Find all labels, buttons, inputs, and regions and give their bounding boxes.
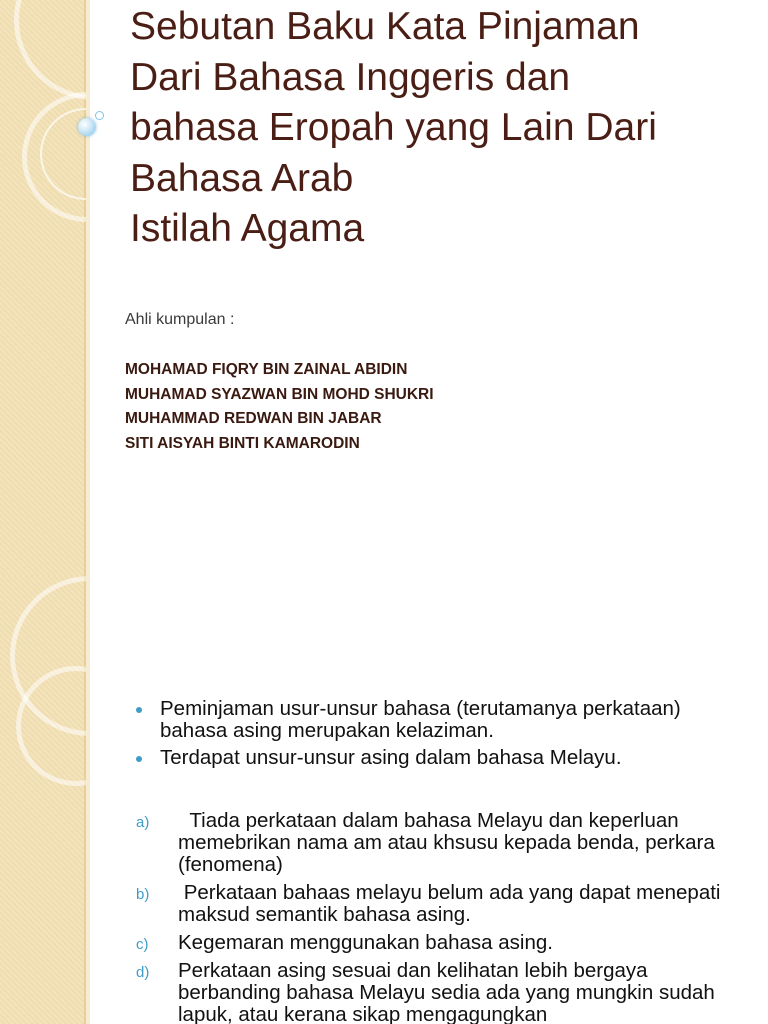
lettered-text: Kegemaran menggunakan bahasa asing. xyxy=(178,931,553,954)
bullet-dot-icon xyxy=(136,707,142,713)
slide-title xyxy=(130,2,750,255)
lettered-text: Tiada perkataan dalam bahasa Melayu dan keperluan memebrikan nama am atau khsusu kepada benda, perkara (fenomena) xyxy=(178,809,715,876)
bullet-text: Terdapat unsur-unsur asing dalam bahasa Melayu. xyxy=(160,746,622,769)
slide-2 xyxy=(0,576,768,1024)
members-label: Ahli kumpulan : xyxy=(125,311,235,328)
list-marker: b) xyxy=(136,886,150,903)
lettered-item xyxy=(136,810,751,876)
member-name: MOHAMAD FIQRY BIN ZAINAL ABIDIN xyxy=(125,361,408,378)
member-name: MUHAMAD SYAZWAN BIN MOHD SHUKRI xyxy=(125,385,434,403)
bullet-item xyxy=(136,698,736,742)
members-list xyxy=(125,358,434,456)
title-line: Bahasa Arab xyxy=(130,156,354,200)
bullet-item xyxy=(136,747,736,769)
decorative-ring-icon xyxy=(16,666,136,786)
decorative-sidebar xyxy=(0,576,86,1024)
lettered-item xyxy=(136,932,751,954)
title-line: Sebutan Baku Kata Pinjaman xyxy=(130,5,640,48)
decorative-bead-icon xyxy=(95,111,104,120)
list-marker: c) xyxy=(136,936,149,953)
lettered-text: Perkataan asing sesuai dan kelihatan lebih bergaya berbanding bahasa Melayu sedia ada yang mungkin sudah lapuk, atau kerana sikap mengagungkan xyxy=(178,959,715,1024)
list-marker: d) xyxy=(136,964,150,981)
bullet-list xyxy=(136,698,736,774)
bullet-text: Peminjaman usur-unsur bahasa (terutamanya perkataan) bahasa asing merupakan kelaziman. xyxy=(160,697,681,742)
decorative-bead-icon xyxy=(78,118,96,136)
bullet-dot-icon xyxy=(136,756,142,762)
title-line: Istilah Agama xyxy=(130,207,365,250)
list-marker: a) xyxy=(136,814,150,831)
lettered-list xyxy=(136,810,751,1024)
member-name: SITI AISYAH BINTI KAMARODIN xyxy=(125,434,360,452)
member-name: MUHAMMAD REDWAN BIN JABAR xyxy=(125,410,382,427)
title-line: Dari Bahasa Inggeris dan xyxy=(130,55,571,99)
decorative-sidebar xyxy=(0,0,86,576)
lettered-text: Perkataan bahaas melayu belum ada yang dapat menepati maksud semantik bahasa asing. xyxy=(178,881,721,926)
title-line: bahasa Eropah yang Lain Dari xyxy=(130,106,657,149)
lettered-item xyxy=(136,960,751,1024)
lettered-item xyxy=(136,882,751,926)
